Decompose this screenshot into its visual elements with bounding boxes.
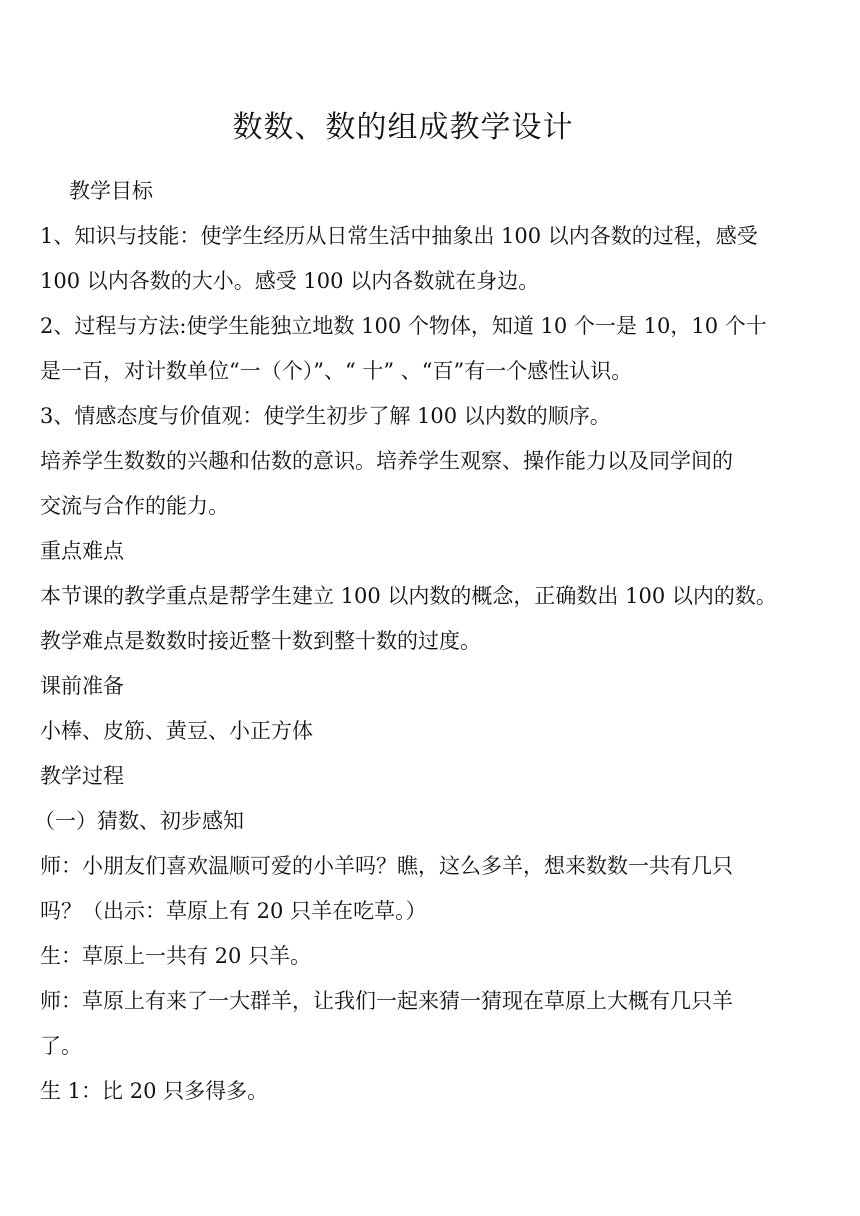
paragraph-line: 了。 [40, 1034, 82, 1058]
heading-preparation: 课前准备 [40, 674, 124, 698]
document-title: 数数、数的组成教学设计 [232, 110, 574, 145]
heading-teaching-goals: 教学目标 [69, 179, 153, 203]
subheading-guess-numbers: （一）猜数、初步感知 [34, 809, 244, 833]
paragraph-line: 1、知识与技能：使学生经历从日常生活中抽象出 100 以内各数的过程，感受 [40, 224, 758, 248]
paragraph-line: 100 以内各数的大小。感受 100 以内各数就在身边。 [40, 269, 540, 293]
paragraph-line: 吗？（出示：草原上有 20 只羊在吃草。） [40, 899, 427, 923]
paragraph-line: 教学难点是数数时接近整十数到整十数的过度。 [40, 629, 481, 653]
paragraph-line: 交流与合作的能力。 [40, 494, 229, 518]
heading-teaching-process: 教学过程 [40, 764, 124, 788]
paragraph-line: 3、情感态度与价值观：使学生初步了解 100 以内数的顺序。 [40, 404, 611, 428]
paragraph-line: 小棒、皮筋、黄豆、小正方体 [40, 719, 313, 743]
heading-key-points: 重点难点 [40, 539, 124, 563]
paragraph-line: 师：小朋友们喜欢温顺可爱的小羊吗？瞧，这么多羊，想来数数一共有几只 [40, 854, 733, 878]
paragraph-line: 2、过程与方法:使学生能独立地数 100 个物体，知道 10 个一是 10，10 个十 [40, 314, 767, 338]
paragraph-line: 本节课的教学重点是帮学生建立 100 以内数的概念，正确数出 100 以内的数。 [40, 584, 777, 608]
paragraph-line: 师：草原上有来了一大群羊，让我们一起来猜一猜现在草原上大概有几只羊 [40, 989, 733, 1013]
paragraph-line: 生：草原上一共有 20 只羊。 [40, 944, 312, 968]
paragraph-line: 培养学生数数的兴趣和估数的意识。培养学生观察、操作能力以及同学间的 [40, 449, 733, 473]
paragraph-line: 是一百，对计数单位“一（个）”、“ 十” 、“百”有一个感性认识。 [40, 359, 633, 383]
paragraph-line: 生 1：比 20 只多得多。 [40, 1079, 269, 1103]
